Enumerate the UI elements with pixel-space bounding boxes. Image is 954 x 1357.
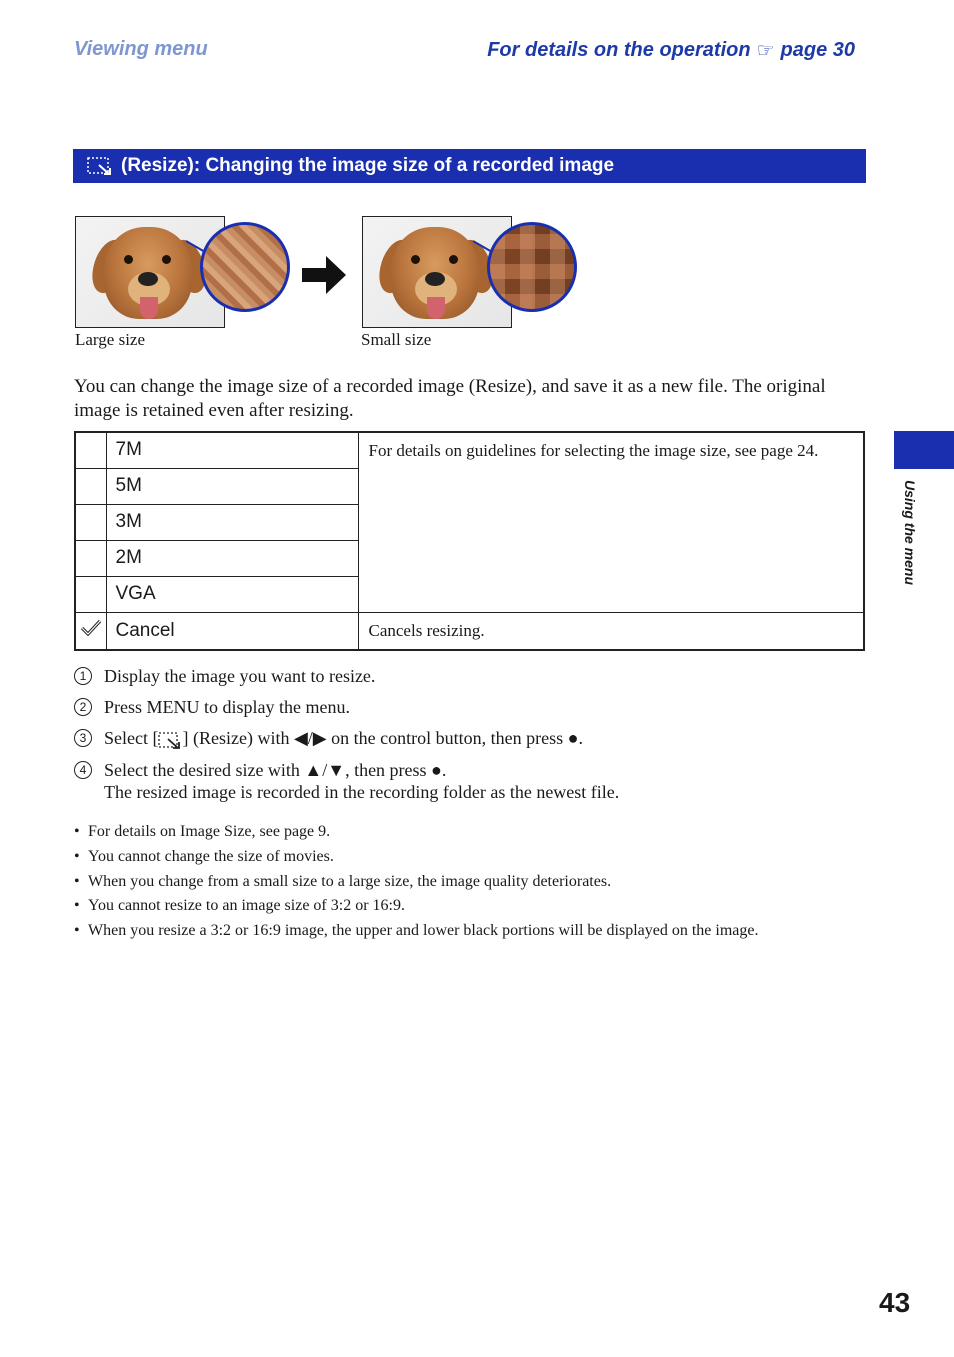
right-arrow-icon bbox=[302, 256, 346, 294]
section-title-bar bbox=[73, 149, 866, 183]
notes-list bbox=[74, 820, 874, 944]
page-number: 43 bbox=[879, 1287, 911, 1318]
operation-reference-text: For details on the operation bbox=[487, 39, 751, 61]
list-item: • You cannot resize to an image size of 3:2 or 16:9. bbox=[74, 894, 874, 919]
option-description: For details on guidelines for selecting the image size, see page 24. bbox=[358, 432, 864, 612]
step-item bbox=[74, 759, 864, 803]
list-item: • When you resize a 3:2 or 16:9 image, the upper and lower black portions will be displayed on the image. bbox=[74, 919, 874, 944]
check-cell bbox=[75, 576, 106, 612]
pointing-hand-icon: ☞ bbox=[756, 40, 775, 62]
check-cell bbox=[75, 540, 106, 576]
step-number: 1 bbox=[74, 667, 92, 685]
note-text: When you change from a small size to a large size, the image quality deteriorates. bbox=[88, 872, 612, 890]
note-text: You cannot resize to an image size of 3:2 or 16:9. bbox=[88, 897, 405, 915]
list-item: • For details on Image Size, see page 9. bbox=[74, 820, 874, 845]
resize-icon bbox=[158, 730, 182, 750]
intro-paragraph: You can change the image size of a recorded image (Resize), and save it as a new file. The original image is retained even after resizing. bbox=[74, 376, 826, 421]
check-cell bbox=[75, 432, 106, 468]
table-row bbox=[75, 432, 864, 468]
option-label: 3M bbox=[106, 504, 358, 540]
step-text-post: ] (Resize) with ◀/▶ on the control button, then press ●. bbox=[182, 728, 583, 748]
checkmark-icon bbox=[80, 619, 102, 637]
step-number: 3 bbox=[74, 729, 92, 747]
step-text-sub: The resized image is recorded in the recording folder as the newest file. bbox=[104, 781, 620, 802]
step-text-pre: Select [ bbox=[104, 728, 159, 748]
note-text: For details on Image Size, see page 9. bbox=[88, 823, 331, 840]
step-number: 2 bbox=[74, 698, 92, 716]
section-header: Viewing menu bbox=[74, 38, 208, 60]
list-item: • You cannot change the size of movies. bbox=[74, 845, 874, 870]
step-number: 4 bbox=[74, 761, 92, 779]
option-label: 5M bbox=[106, 468, 358, 504]
note-text: When you resize a 3:2 or 16:9 image, the upper and lower black portions will be displayed on the image. bbox=[88, 922, 759, 940]
procedure-steps bbox=[74, 665, 864, 812]
list-item: • When you change from a small size to a large size, the image quality deteriorates. bbox=[74, 870, 874, 895]
step-text: Press MENU to display the menu. bbox=[104, 697, 350, 717]
small-size-caption: Small size bbox=[361, 330, 432, 349]
large-size-caption: Large size bbox=[75, 330, 146, 349]
table-row bbox=[75, 612, 864, 650]
option-description: Cancels resizing. bbox=[358, 612, 864, 650]
chapter-tab bbox=[894, 431, 954, 469]
step-item bbox=[74, 696, 864, 718]
large-size-zoom-lens bbox=[200, 222, 290, 312]
chapter-label: Using the menu bbox=[902, 480, 918, 586]
check-cell bbox=[75, 468, 106, 504]
check-cell bbox=[75, 612, 106, 650]
operation-reference-page: page 30 bbox=[780, 39, 855, 61]
step-text-main: Select the desired size with ▲/▼, then press ●. bbox=[104, 759, 447, 780]
check-cell bbox=[75, 504, 106, 540]
option-label: VGA bbox=[106, 576, 358, 612]
step-text bbox=[104, 759, 619, 803]
small-size-zoom-lens bbox=[487, 222, 577, 312]
option-label: 7M bbox=[106, 432, 358, 468]
step-item bbox=[74, 665, 864, 687]
step-item bbox=[74, 727, 864, 750]
operation-reference[interactable] bbox=[487, 38, 855, 63]
step-text: Display the image you want to resize. bbox=[104, 666, 376, 686]
resize-icon bbox=[87, 155, 113, 177]
section-title: (Resize): Changing the image size of a recorded image bbox=[121, 155, 615, 176]
option-label: 2M bbox=[106, 540, 358, 576]
option-label: Cancel bbox=[106, 612, 358, 650]
step-text bbox=[104, 727, 583, 750]
note-text: You cannot change the size of movies. bbox=[88, 847, 334, 865]
resize-options-table bbox=[74, 431, 865, 651]
